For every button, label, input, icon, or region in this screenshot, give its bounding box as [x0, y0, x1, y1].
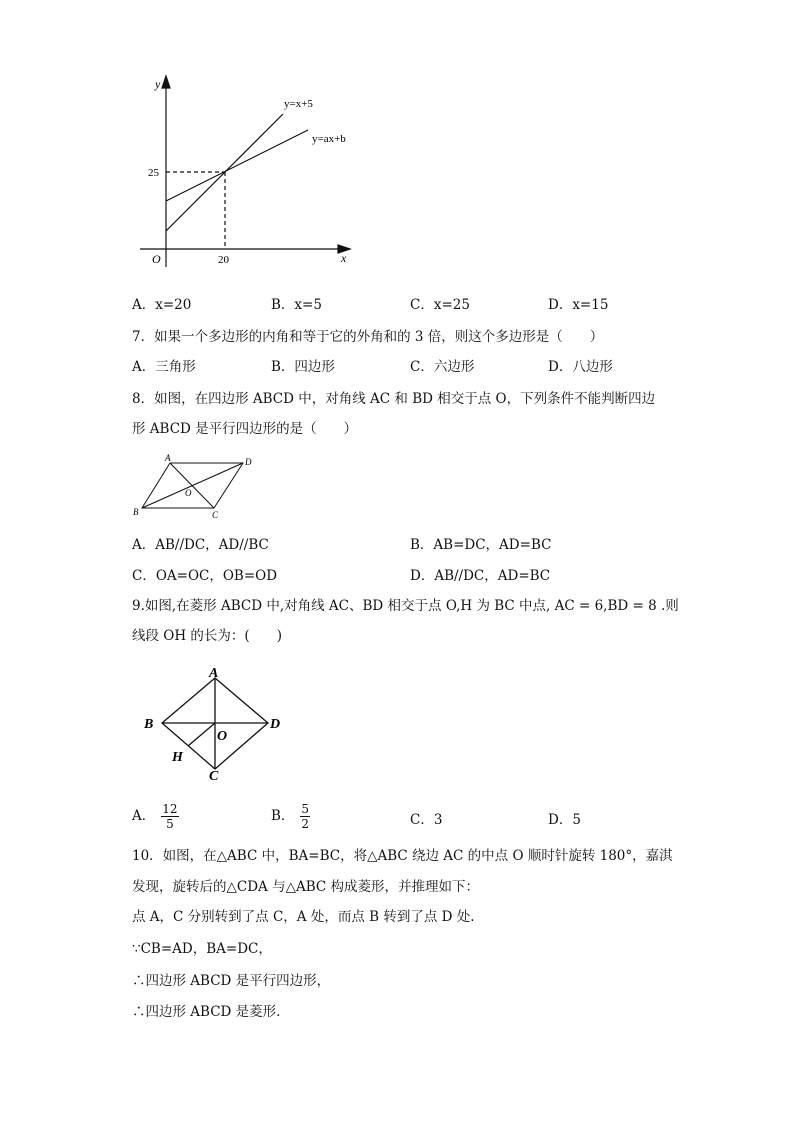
y-axis-arrow	[162, 76, 170, 88]
q7-stem: 7．如果一个多边形的内角和等于它的外角和的 3 倍，则这个多边形是（ ）	[132, 329, 604, 345]
line2-label: y=ax+b	[312, 133, 346, 145]
label-o: O	[217, 729, 228, 744]
q8-stem-line1: 8．如图，在四边形 ABCD 中，对角线 AC 和 BD 相交于点 O，下列条件不能判断四边	[132, 391, 656, 407]
label-o: O	[185, 488, 192, 498]
q7-option-c[interactable]: C．六边形	[410, 359, 475, 375]
q9-option-a[interactable]	[132, 802, 179, 831]
label-h: H	[172, 750, 183, 765]
q9-stem-line1: 9.如图,在菱形 ABCD 中,对角线 AC、BD 相交于点 O,H 为 BC 中点, AC = 6,BD = 8 .则	[132, 598, 679, 614]
q8-option-d[interactable]: D．AB//DC，AD=BC	[410, 568, 551, 584]
x-axis-label: x	[341, 251, 347, 265]
linear-graph-figure	[135, 72, 365, 272]
q6-option-d[interactable]: D．x=15	[548, 297, 609, 313]
line1-label: y=x+5	[284, 98, 313, 110]
label-a: A	[209, 666, 219, 681]
x-tick-label: 20	[218, 254, 229, 266]
label-a: A	[165, 453, 171, 463]
y-axis-label: y	[155, 77, 161, 91]
fraction-12-over-5: $\frac{12}{5}$	[162, 802, 178, 831]
q9-option-d[interactable]: D．5	[548, 812, 581, 828]
diagonal-bd	[142, 463, 243, 508]
q6-option-a[interactable]: A．x=20	[132, 297, 192, 313]
origin-label: O	[152, 252, 161, 266]
q10-line4: ∵CB=AD，BA=DC，	[132, 941, 272, 957]
q7-option-d[interactable]: D．八边形	[548, 359, 613, 375]
q6-option-c[interactable]: C．x=25	[410, 297, 470, 313]
y-tick-label: 25	[148, 167, 159, 179]
q10-line2: 发现，旋转后的△CDA 与△ABC 构成菱形，并推理如下：	[132, 879, 479, 895]
label-c: C	[209, 769, 219, 784]
segment-oh	[188, 723, 215, 746]
q6-option-b[interactable]: B．x=5	[271, 297, 322, 313]
label-c: C	[212, 510, 219, 520]
q10-line3: 点 A，C 分别转到了点 C，A 处，而点 B 转到了点 D 处.	[132, 909, 475, 925]
q8-stem-line2: 形 ABCD 是平行四边形的是（ ）	[132, 421, 358, 437]
line-y-ax-plus-b	[166, 130, 308, 201]
q10-line5: ∴四边形 ABCD 是平行四边形，	[132, 973, 331, 989]
q9-option-a-prefix: A．	[132, 808, 156, 824]
q7-option-a[interactable]: A．三角形	[132, 359, 196, 375]
q8-option-c[interactable]: C．OA=OC，OB=OD	[132, 568, 278, 584]
parallelogram-figure	[130, 452, 260, 522]
label-b: B	[144, 717, 154, 732]
q10-line1: 10．如图，在△ABC 中，BA=BC，将△ABC 绕边 AC 的中点 O 顺时针旋转 180°，嘉淇	[132, 848, 673, 864]
q9-stem-line2: 线段 OH 的长为：( )	[132, 628, 282, 644]
label-b: B	[133, 507, 139, 517]
rhombus-figure	[140, 665, 290, 785]
q9-option-c[interactable]: C．3	[410, 812, 443, 828]
q9-option-b-prefix: B．	[271, 808, 295, 824]
q7-option-b[interactable]: B．四边形	[271, 359, 335, 375]
fraction-5-over-2: $\frac{5}{2}$	[301, 802, 310, 831]
label-d: D	[270, 717, 281, 732]
q9-option-b[interactable]	[271, 802, 310, 831]
q8-option-a[interactable]: A．AB//DC，AD//BC	[132, 537, 269, 553]
q10-line6: ∴四边形 ABCD 是菱形.	[132, 1004, 281, 1020]
q8-option-b[interactable]: B．AB=DC，AD=BC	[410, 537, 552, 553]
label-d: D	[245, 457, 252, 467]
